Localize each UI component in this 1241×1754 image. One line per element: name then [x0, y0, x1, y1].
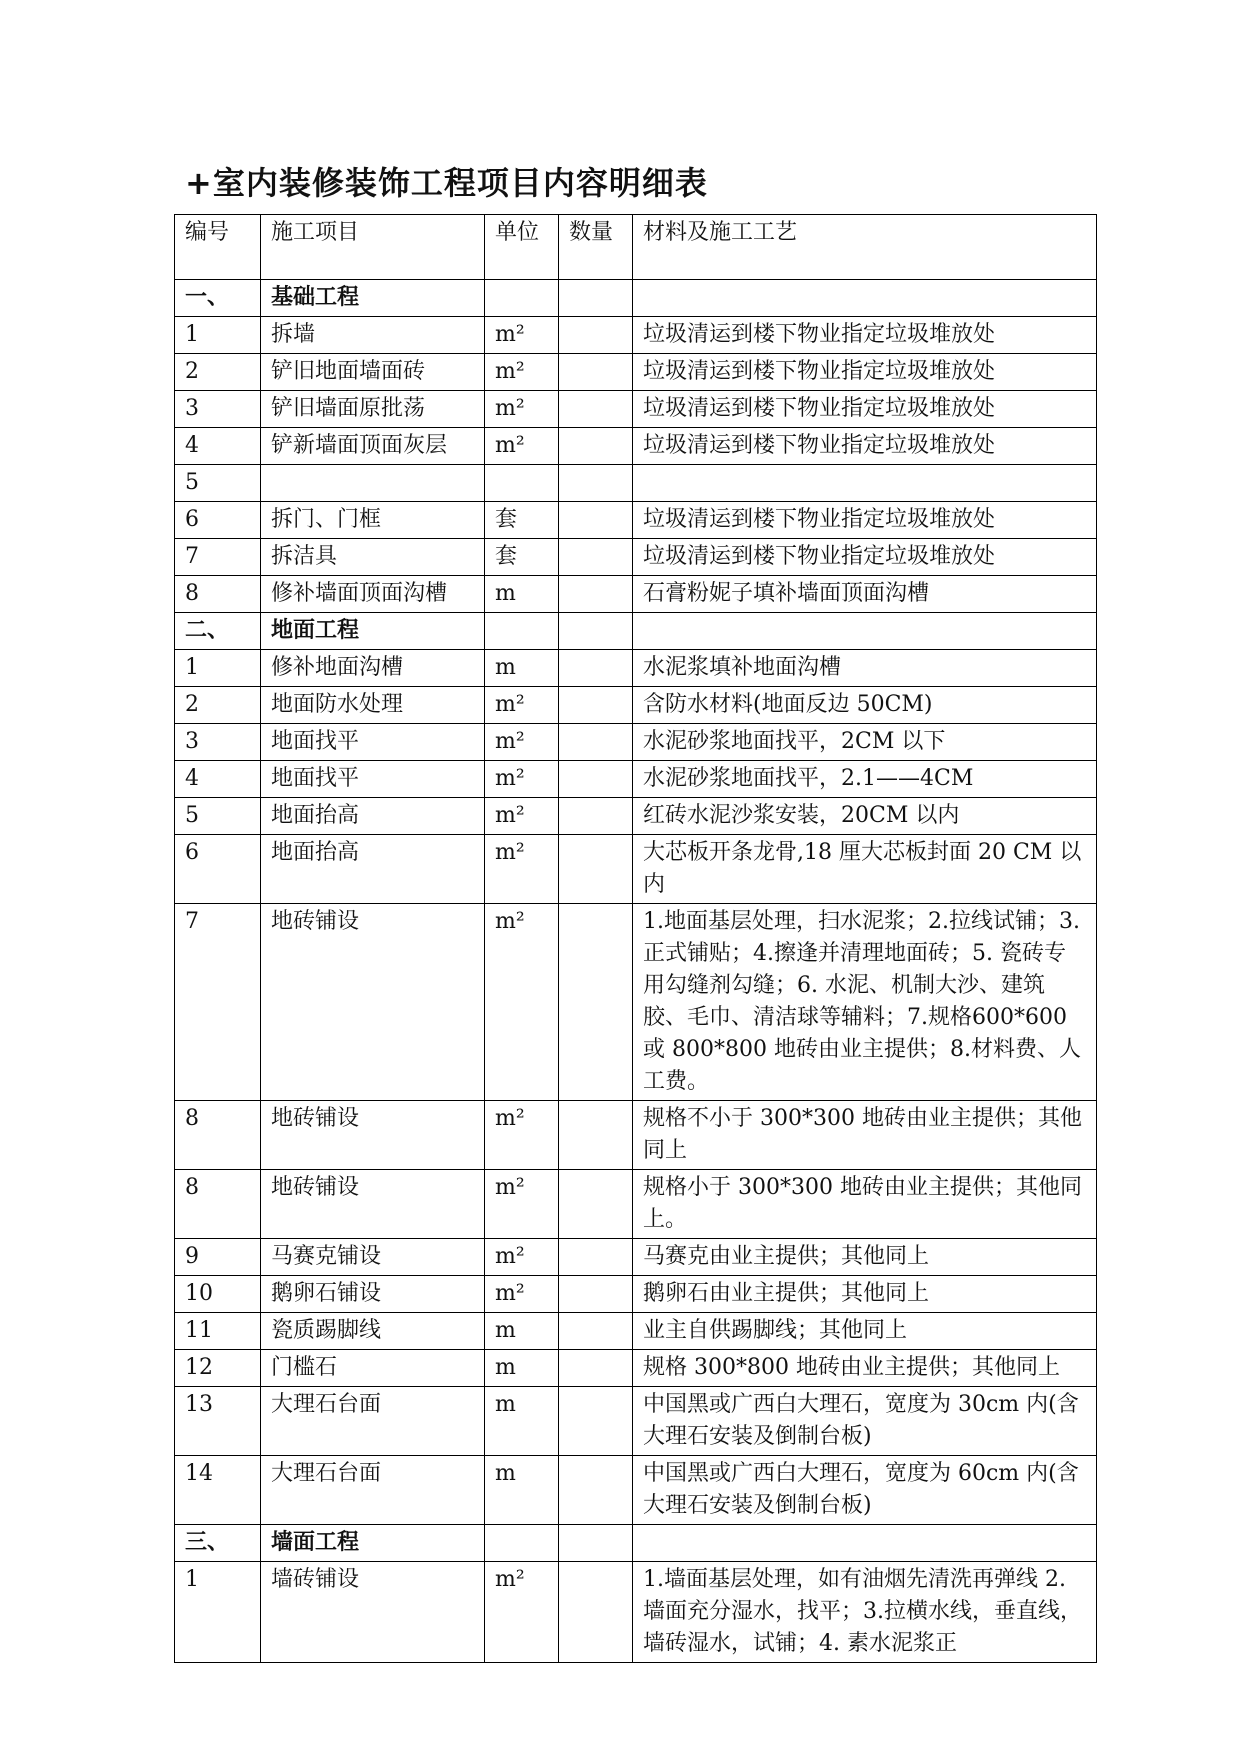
header-item: 施工项目 [261, 215, 485, 280]
cell-no: 9 [175, 1239, 261, 1276]
cell-desc: 水泥砂浆地面找平，2.1——4CM [633, 761, 1097, 798]
cell-qty [559, 1101, 633, 1170]
project-detail-table [174, 214, 1097, 1663]
cell-desc: 1.墙面基层处理，如有油烟先清洗再弹线 2.墙面充分湿水，找平；3.拉横水线，垂直线，墙砖湿水，试铺；4. 素水泥浆正 [633, 1562, 1097, 1663]
cell-qty [559, 687, 633, 724]
table-row [175, 1387, 1097, 1456]
cell-desc [633, 613, 1097, 650]
section-row [175, 1525, 1097, 1562]
table-row [175, 1313, 1097, 1350]
table-row [175, 761, 1097, 798]
cell-qty [559, 576, 633, 613]
cell-unit [485, 1525, 559, 1562]
cell-item: 铲新墙面顶面灰层 [261, 428, 485, 465]
cell-desc [633, 465, 1097, 502]
cell-qty [559, 1456, 633, 1525]
table-row [175, 465, 1097, 502]
header-qty: 数量 [559, 215, 633, 280]
table-row [175, 904, 1097, 1101]
table-row [175, 1562, 1097, 1663]
header-no: 编号 [175, 215, 261, 280]
cell-item: 地面工程 [261, 613, 485, 650]
cell-desc: 鹅卵石由业主提供；其他同上 [633, 1276, 1097, 1313]
cell-item: 拆墙 [261, 317, 485, 354]
cell-desc: 马赛克由业主提供；其他同上 [633, 1239, 1097, 1276]
cell-qty [559, 539, 633, 576]
cell-unit: m [485, 576, 559, 613]
cell-unit: m² [485, 761, 559, 798]
table-row [175, 1350, 1097, 1387]
cell-qty [559, 613, 633, 650]
cell-qty [559, 798, 633, 835]
cell-item [261, 465, 485, 502]
cell-unit: m² [485, 1562, 559, 1663]
cell-item: 地砖铺设 [261, 1101, 485, 1170]
table-row [175, 502, 1097, 539]
cell-qty [559, 835, 633, 904]
cell-unit: m² [485, 354, 559, 391]
cell-no: 3 [175, 724, 261, 761]
cell-item: 瓷质踢脚线 [261, 1313, 485, 1350]
cell-unit: m [485, 1313, 559, 1350]
cell-no: 一、 [175, 280, 261, 317]
cell-no: 2 [175, 354, 261, 391]
cell-no: 二、 [175, 613, 261, 650]
cell-desc: 水泥浆填补地面沟槽 [633, 650, 1097, 687]
cell-no: 7 [175, 904, 261, 1101]
cell-qty [559, 724, 633, 761]
cell-desc: 规格 300*800 地砖由业主提供；其他同上 [633, 1350, 1097, 1387]
table-row [175, 687, 1097, 724]
cell-item: 基础工程 [261, 280, 485, 317]
table-row [175, 391, 1097, 428]
cell-item: 地面抬高 [261, 798, 485, 835]
cell-desc: 中国黑或广西白大理石，宽度为 60cm 内(含大理石安装及倒制台板) [633, 1456, 1097, 1525]
cell-qty [559, 1562, 633, 1663]
cell-qty [559, 904, 633, 1101]
table-row [175, 576, 1097, 613]
table-header-row [175, 215, 1097, 280]
table-row [175, 1456, 1097, 1525]
cell-no: 13 [175, 1387, 261, 1456]
cell-item: 大理石台面 [261, 1387, 485, 1456]
cell-item: 修补墙面顶面沟槽 [261, 576, 485, 613]
cell-unit: 套 [485, 502, 559, 539]
cell-desc: 垃圾清运到楼下物业指定垃圾堆放处 [633, 502, 1097, 539]
cell-qty [559, 1313, 633, 1350]
section-row [175, 280, 1097, 317]
cell-no: 10 [175, 1276, 261, 1313]
cell-no: 1 [175, 1562, 261, 1663]
cell-no: 4 [175, 428, 261, 465]
cell-desc: 垃圾清运到楼下物业指定垃圾堆放处 [633, 391, 1097, 428]
cell-unit [485, 465, 559, 502]
cell-item: 地砖铺设 [261, 904, 485, 1101]
table-row [175, 1170, 1097, 1239]
cell-qty [559, 428, 633, 465]
cell-unit [485, 280, 559, 317]
table-row [175, 1276, 1097, 1313]
cell-desc: 垃圾清运到楼下物业指定垃圾堆放处 [633, 317, 1097, 354]
cell-qty [559, 1350, 633, 1387]
table-row [175, 354, 1097, 391]
cell-desc: 垃圾清运到楼下物业指定垃圾堆放处 [633, 539, 1097, 576]
cell-qty [559, 650, 633, 687]
cell-qty [559, 317, 633, 354]
cell-unit: m² [485, 1276, 559, 1313]
cell-qty [559, 1276, 633, 1313]
cell-qty [559, 1170, 633, 1239]
cell-unit: m² [485, 1101, 559, 1170]
cell-no: 14 [175, 1456, 261, 1525]
cell-unit: m² [485, 904, 559, 1101]
cell-item: 铲旧墙面原批荡 [261, 391, 485, 428]
page-title: +室内装修装饰工程项目内容明细表 [185, 164, 708, 202]
table-row [175, 798, 1097, 835]
cell-unit: m [485, 1456, 559, 1525]
cell-item: 大理石台面 [261, 1456, 485, 1525]
cell-unit: m² [485, 1170, 559, 1239]
cell-unit: m² [485, 391, 559, 428]
table-row [175, 650, 1097, 687]
cell-desc: 水泥砂浆地面找平，2CM 以下 [633, 724, 1097, 761]
cell-desc [633, 280, 1097, 317]
cell-item: 地面抬高 [261, 835, 485, 904]
cell-item: 拆门、门框 [261, 502, 485, 539]
cell-unit [485, 613, 559, 650]
cell-qty [559, 1239, 633, 1276]
cell-item: 地砖铺设 [261, 1170, 485, 1239]
cell-no: 7 [175, 539, 261, 576]
cell-no: 6 [175, 502, 261, 539]
cell-unit: m² [485, 428, 559, 465]
cell-item: 地面找平 [261, 724, 485, 761]
cell-unit: m [485, 650, 559, 687]
cell-item: 墙面工程 [261, 1525, 485, 1562]
cell-unit: m² [485, 798, 559, 835]
cell-no: 4 [175, 761, 261, 798]
cell-unit: m² [485, 687, 559, 724]
cell-unit: m² [485, 835, 559, 904]
cell-qty [559, 354, 633, 391]
cell-no: 8 [175, 576, 261, 613]
cell-no: 2 [175, 687, 261, 724]
cell-item: 地面防水处理 [261, 687, 485, 724]
cell-no: 5 [175, 798, 261, 835]
header-desc: 材料及施工工艺 [633, 215, 1097, 280]
cell-qty [559, 1525, 633, 1562]
cell-no: 1 [175, 317, 261, 354]
table-row [175, 539, 1097, 576]
cell-no: 5 [175, 465, 261, 502]
header-unit: 单位 [485, 215, 559, 280]
cell-unit: m² [485, 317, 559, 354]
cell-no: 8 [175, 1101, 261, 1170]
table-row [175, 1101, 1097, 1170]
cell-qty [559, 465, 633, 502]
cell-item: 铲旧地面墙面砖 [261, 354, 485, 391]
table-row [175, 835, 1097, 904]
cell-no: 三、 [175, 1525, 261, 1562]
cell-unit: 套 [485, 539, 559, 576]
cell-no: 8 [175, 1170, 261, 1239]
cell-desc: 红砖水泥沙浆安装，20CM 以内 [633, 798, 1097, 835]
cell-unit: m² [485, 724, 559, 761]
cell-item: 地面找平 [261, 761, 485, 798]
cell-desc: 大芯板开条龙骨,18 厘大芯板封面 20 CM 以内 [633, 835, 1097, 904]
table-row [175, 1239, 1097, 1276]
cell-unit: m [485, 1350, 559, 1387]
cell-desc: 中国黑或广西白大理石，宽度为 30cm 内(含大理石安装及倒制台板) [633, 1387, 1097, 1456]
cell-qty [559, 761, 633, 798]
cell-unit: m² [485, 1239, 559, 1276]
cell-qty [559, 1387, 633, 1456]
cell-no: 11 [175, 1313, 261, 1350]
cell-item: 门槛石 [261, 1350, 485, 1387]
cell-no: 3 [175, 391, 261, 428]
section-row [175, 613, 1097, 650]
cell-desc: 规格不小于 300*300 地砖由业主提供；其他同上 [633, 1101, 1097, 1170]
cell-desc: 石膏粉妮子填补墙面顶面沟槽 [633, 576, 1097, 613]
cell-desc: 垃圾清运到楼下物业指定垃圾堆放处 [633, 354, 1097, 391]
cell-item: 拆洁具 [261, 539, 485, 576]
cell-item: 墙砖铺设 [261, 1562, 485, 1663]
cell-item: 修补地面沟槽 [261, 650, 485, 687]
table-row [175, 428, 1097, 465]
table-row [175, 317, 1097, 354]
cell-qty [559, 280, 633, 317]
table-row [175, 724, 1097, 761]
cell-no: 6 [175, 835, 261, 904]
cell-desc: 业主自供踢脚线；其他同上 [633, 1313, 1097, 1350]
cell-qty [559, 502, 633, 539]
cell-unit: m [485, 1387, 559, 1456]
cell-item: 马赛克铺设 [261, 1239, 485, 1276]
cell-desc: 1.地面基层处理，扫水泥浆；2.拉线试铺；3.正式铺贴；4.擦逢并清理地面砖；5. 瓷砖专用勾缝剂勾缝；6. 水泥、机制大沙、建筑胶、毛巾、清洁球等辅料；7.规格600*600 或 800*800 地砖由业主提供；8.材料费、人工费。 [633, 904, 1097, 1101]
cell-no: 1 [175, 650, 261, 687]
cell-no: 12 [175, 1350, 261, 1387]
cell-item: 鹅卵石铺设 [261, 1276, 485, 1313]
cell-desc: 垃圾清运到楼下物业指定垃圾堆放处 [633, 428, 1097, 465]
cell-qty [559, 391, 633, 428]
cell-desc: 规格小于 300*300 地砖由业主提供；其他同上。 [633, 1170, 1097, 1239]
cell-desc: 含防水材料(地面反边 50CM) [633, 687, 1097, 724]
cell-desc [633, 1525, 1097, 1562]
